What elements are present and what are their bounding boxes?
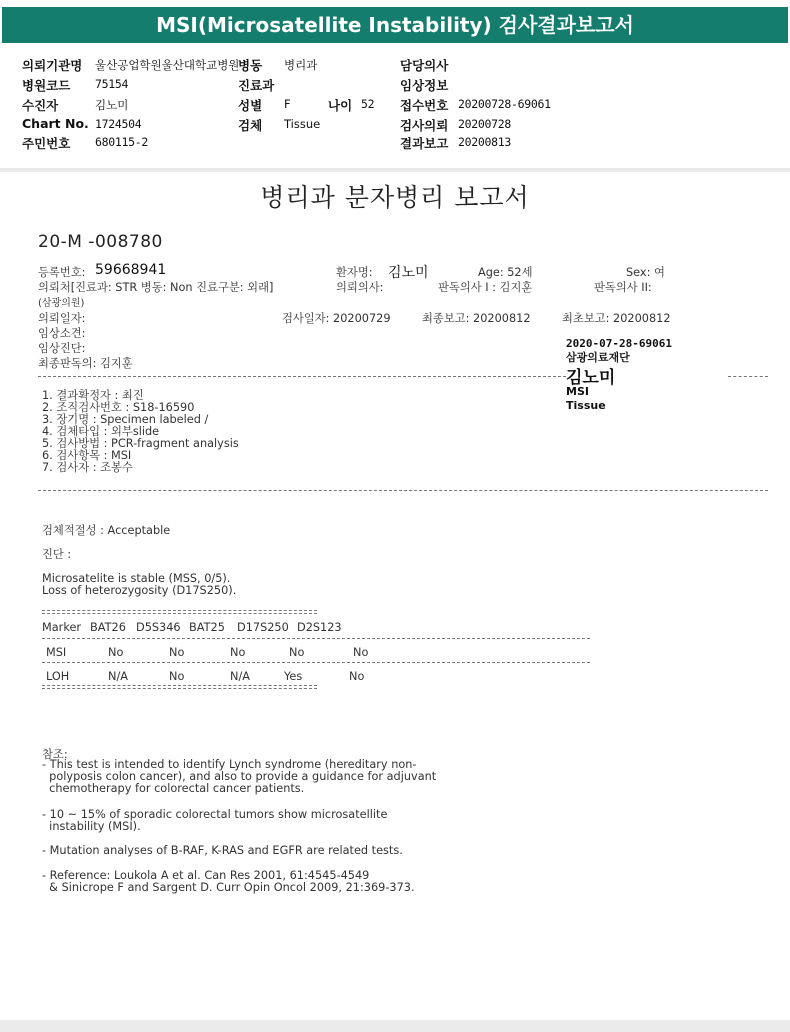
reference-label: 참조: (42, 748, 68, 761)
header-info (0, 50, 790, 170)
first-report-date: 최초보고: 20200812 (562, 312, 671, 325)
age-value: 52 (361, 97, 375, 111)
sticker-receipt: 2020-07-28-69061 (566, 337, 672, 350)
ward-value: 병리과 (284, 58, 318, 72)
patient-name-value: 김노미 (388, 265, 429, 281)
rrn-value: 680115-2 (95, 135, 148, 149)
ref-line: - 10 ~ 15% of sporadic colorectal tumors show microsatellite (42, 808, 388, 821)
sticker-specimen: Tissue (566, 399, 606, 412)
table-cell: No (230, 646, 246, 659)
receipt-value: 20200728-69061 (458, 97, 551, 111)
req-date: 의뢰일자: (38, 312, 86, 325)
table-cell: Yes (284, 670, 303, 683)
ref-line: - This test is intended to identify Lynch syndrome (hereditary non- (42, 758, 417, 771)
reg-value: 59668941 (95, 262, 167, 278)
scanned-report (0, 172, 790, 1022)
ref-line: chemotherapy for colorectal cancer patients. (42, 782, 305, 795)
item-6: 6. 검사항목 : MSI (42, 449, 132, 462)
reader-two: 판독의사 II: (594, 281, 652, 294)
ward-label: 병동 (238, 58, 263, 73)
th-d2s123: D2S123 (297, 621, 342, 634)
report-heading: 병리과 분자병리 보고서 (260, 183, 530, 212)
adequacy: 검체적절성 : Acceptable (42, 524, 171, 537)
physician-label: 담당의사 (400, 58, 449, 73)
table-cell: No (108, 646, 124, 659)
hospital-label: 의뢰기관명 (22, 58, 83, 73)
chart-label: Chart No. (22, 116, 89, 131)
banner (0, 0, 790, 50)
age-text: Age: 52세 (478, 266, 533, 279)
patient-value: 김노미 (95, 98, 129, 112)
table-cell: N/A (108, 670, 128, 683)
sex-value: F (284, 97, 291, 111)
sticker-lab: 삼광의료재단 (566, 351, 630, 364)
item-4: 4. 검체타입 : 외부slide (42, 425, 160, 438)
final-report-date: 최종보고: 20200812 (422, 312, 531, 325)
diagnosis-line-2: Loss of heterozygosity (D17S250). (42, 584, 237, 597)
clinical-label: 임상정보 (400, 78, 449, 93)
result-value: 20200813 (458, 135, 511, 149)
clinical-diagnosis: 임상진단: (38, 342, 86, 355)
report-number: 20-M -008780 (38, 232, 163, 252)
divider-1 (38, 376, 566, 377)
th-d17s250: D17S250 (237, 621, 289, 634)
org-line: (삼광의원) (38, 298, 85, 309)
th-bat26: BAT26 (90, 621, 126, 634)
ref-line: polyposis colon cancer), and also to provide a guidance for adjuvant (42, 770, 437, 783)
table-bottom-rule (42, 685, 317, 689)
table-row-loh-label: LOH (46, 670, 70, 683)
divider-1b (728, 376, 768, 377)
sex-label: 성별 (238, 98, 263, 113)
ref-line: & Sinicrope F and Sargent D. Curr Opin Oncol 2009, 21:369-373. (42, 881, 415, 894)
item-5: 5. 검사방법 : PCR-fragment analysis (42, 437, 239, 450)
item-7: 7. 검사자 : 조봉수 (42, 461, 133, 474)
hospcode-label: 병원코드 (22, 78, 71, 93)
table-row-msi-label: MSI (46, 646, 67, 659)
exam-date: 검사일자: 20200729 (282, 312, 391, 325)
reg-label: 등록번호: (38, 266, 86, 279)
hospcode-value: 75154 (95, 77, 129, 91)
item-3: 3. 장기명 : Specimen labeled / (42, 413, 209, 426)
th-bat25: BAT25 (189, 621, 225, 634)
patient-name-label: 환자명: (336, 266, 373, 279)
final-reader: 최종판독의: 김지훈 (38, 357, 133, 370)
specimen-value: Tissue (284, 117, 321, 131)
divider-2 (38, 490, 768, 491)
chart-value: 1724504 (95, 117, 142, 131)
clinical-findings: 임상소견: (38, 327, 86, 340)
table-cell: No (289, 646, 305, 659)
ref-line: - Reference: Loukola A et al. Can Res 2001, 61:4545-4549 (42, 869, 370, 882)
table-cell: No (169, 670, 185, 683)
item-1: 1. 결과확정자 : 최진 (42, 389, 144, 402)
sticker-test: MSI (566, 385, 589, 398)
hospital-value: 울산공업학원울산대학교병원 (95, 58, 240, 72)
receipt-label: 접수번호 (400, 98, 449, 113)
sex-text: Sex: 여 (626, 266, 665, 279)
ref-line: - Mutation analyses of B-RAF, K-RAS and EGFR are related tests. (42, 844, 403, 857)
th-d5s346: D5S346 (136, 621, 181, 634)
ref-line: instability (MSI). (42, 820, 141, 833)
table-cell: No (353, 646, 369, 659)
table-rule-1 (42, 638, 590, 639)
table-cell: N/A (230, 670, 250, 683)
reader-one: 판독의사 I : 김지훈 (438, 281, 533, 294)
patient-label: 수진자 (22, 98, 59, 113)
sticker-patient: 김노미 (566, 368, 616, 388)
bottom-strip (0, 1020, 790, 1032)
dept-label: 진료과 (238, 78, 275, 93)
report-title-banner: MSI(Microsatellite Instability) 검사결과보고서 (2, 7, 788, 43)
specimen-label: 검체 (238, 118, 263, 133)
specimen-label-sticker (563, 335, 728, 410)
requester-line: 의뢰처[진료과: STR 병동: Non 진료구분: 외래] (38, 281, 274, 294)
request-label: 검사의뢰 (400, 118, 449, 133)
th-marker: Marker (42, 621, 82, 634)
result-label: 결과보고 (400, 136, 449, 151)
diagnosis-label: 진단 : (42, 548, 72, 561)
req-doctor: 의뢰의사: (336, 281, 384, 294)
age-label: 나이 (328, 98, 353, 113)
table-cell: No (349, 670, 365, 683)
table-rule-2 (42, 662, 590, 663)
item-2: 2. 조직검사번호 : S18-16590 (42, 401, 195, 414)
request-value: 20200728 (458, 117, 511, 131)
diagnosis-line-1: Microsatelite is stable (MSS, 0/5). (42, 572, 231, 585)
table-top-rule (42, 610, 317, 614)
table-cell: No (169, 646, 185, 659)
rrn-label: 주민번호 (22, 136, 71, 151)
